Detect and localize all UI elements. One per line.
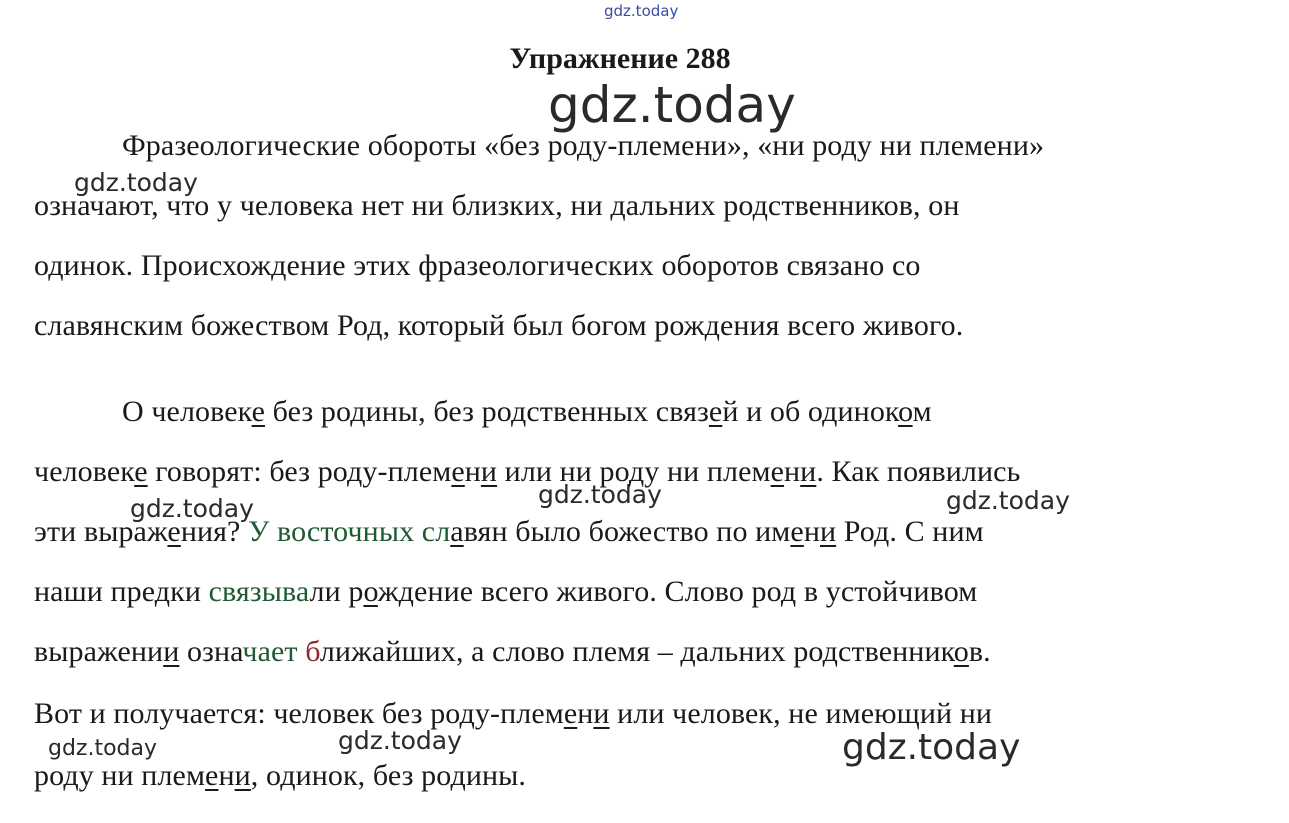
exercise-title: Упражнение 288 (509, 42, 731, 75)
text-run: вян было божество по им (463, 515, 791, 548)
underlined-letter: е (451, 455, 465, 488)
underlined-letter: и (819, 515, 837, 548)
text-line (34, 756, 526, 796)
underlined-letter: е (790, 515, 804, 548)
underlined-letter: и (593, 697, 610, 730)
watermark: gdz.today (48, 736, 158, 761)
text-run: У восточных сл (248, 515, 451, 548)
text-line: Фразеологические обороты «без роду-племени», «ни роду ни племени» (122, 129, 1045, 162)
text-run: связыва (208, 575, 310, 608)
text-run: ния? (180, 515, 249, 548)
text-line (34, 632, 991, 672)
text-run: н (803, 515, 820, 548)
text-run: Род. С ним (836, 515, 984, 548)
underlined-letter: е (205, 759, 219, 792)
underlined-letter: а (450, 515, 464, 548)
text-run: ственных связ (526, 395, 709, 428)
text-run: или ни роду ни плем (497, 455, 771, 488)
watermark: gdz.today (74, 168, 198, 197)
underlined-letter: е (770, 455, 785, 488)
underlined-letter: о (953, 635, 969, 668)
text-run: лижайших, а слово племя – дальних родственник (319, 635, 954, 668)
underlined-letter: о (363, 575, 378, 608)
underlined-letter: е (563, 697, 578, 730)
text-line: славянским божеством Род, который был богом рождения всего живого. (34, 309, 964, 342)
underlined-letter: д (511, 395, 527, 428)
text-line (34, 572, 977, 612)
text-run: н (577, 697, 594, 730)
watermark: gdz.today (842, 727, 1021, 768)
underlined-letter: е (708, 395, 723, 428)
text-run: ждение всего живого. Слово род в устойчивом (377, 575, 978, 608)
text-run: говорят: без роду-плем (147, 455, 452, 488)
underlined-letter: е (134, 455, 148, 488)
text-line: означают, что у человека нет ни близких, ни дальних родственников, он (34, 189, 960, 222)
watermark: gdz.today (548, 76, 796, 134)
underlined-letter: и (480, 455, 498, 488)
text-line (34, 512, 984, 552)
text-run: Вот и получается: человек без роду-плем (34, 697, 564, 730)
underlined-letter: о (898, 395, 913, 428)
text-run: н (784, 455, 801, 488)
underlined-letter: и (163, 635, 180, 668)
text-run: чает (242, 635, 298, 668)
text-run: н (464, 455, 481, 488)
underlined-letter: и (234, 759, 251, 792)
text-line: одинок. Происхождение этих фразеологических оборотов связано со (34, 249, 921, 282)
text-run: ли р (309, 575, 364, 608)
text-run: . Как появились (816, 455, 1021, 488)
underlined-letter: е (167, 515, 181, 548)
underlined-letter: е (251, 395, 265, 428)
text-line (122, 392, 932, 432)
text-run: , одинок, без родины. (250, 759, 527, 792)
text-run: м (912, 395, 932, 428)
watermark: gdz.today (338, 726, 462, 755)
text-run: О человек (122, 395, 252, 428)
text-run: наши предки (34, 575, 209, 608)
watermark: gdz.today (130, 494, 254, 523)
watermark: gdz.today (604, 2, 679, 20)
text-run: эти выраж (34, 515, 168, 548)
watermark: gdz.today (946, 486, 1070, 515)
text-run: роду ни плем (34, 759, 206, 792)
text-run: или человек, не имеющий ни (609, 697, 993, 730)
text-run: й и об одинок (722, 395, 899, 428)
text-run: без родины, без ро (265, 395, 512, 428)
text-run: б (305, 635, 320, 668)
text-run: н (218, 759, 235, 792)
text-line (34, 694, 992, 734)
text-line (34, 452, 1020, 492)
watermark: gdz.today (538, 480, 662, 509)
underlined-letter: и (800, 455, 817, 488)
text-run: в. (968, 635, 991, 668)
text-run: выражени (34, 635, 164, 668)
text-run: человек (34, 455, 135, 488)
text-run: озна (179, 635, 243, 668)
